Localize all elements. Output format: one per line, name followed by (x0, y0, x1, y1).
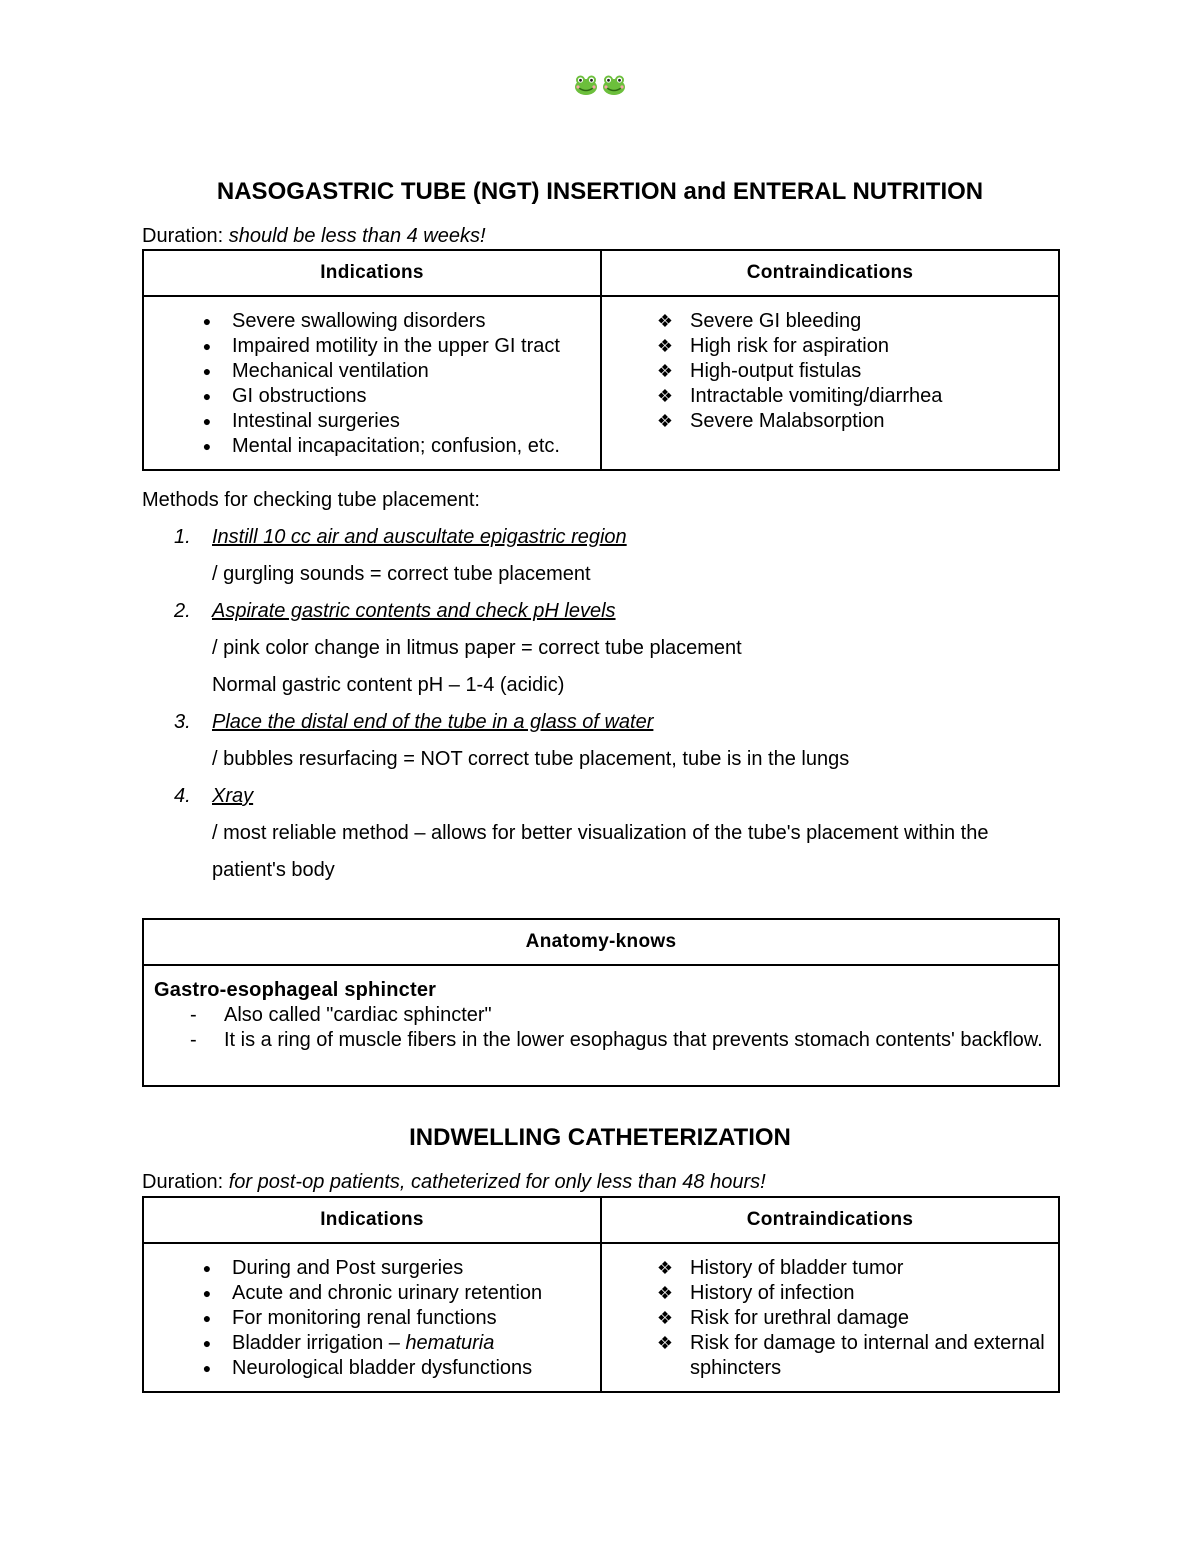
indications-list (154, 309, 590, 459)
duration-value: for post-op patients, catheterized for only less than 48 hours! (228, 1171, 766, 1193)
indications-list (154, 1256, 590, 1381)
bullet-icon: ● (202, 388, 212, 404)
list-item: ● Mechanical ventilation (192, 359, 590, 384)
method-detail: / bubbles resurfacing = NOT correct tube placement, tube is in the lungs (212, 748, 850, 770)
diamond-bullet-icon: ❖ (656, 411, 674, 431)
list-item: ❖ Severe Malabsorption (650, 409, 1048, 434)
list-item: ❖ Risk for damage to internal and external sphincters (650, 1331, 1048, 1381)
bullet-icon: ● (202, 1360, 212, 1376)
list-item: ❖ Risk for urethral damage (650, 1306, 1048, 1331)
dash-bullet-icon: - (190, 1004, 197, 1026)
anatomy-table (142, 918, 1060, 1087)
duration-value: should be less than 4 weeks! (228, 225, 486, 247)
anatomy-header: Anatomy-knows (143, 919, 1059, 965)
diamond-bullet-icon: ❖ (656, 361, 674, 381)
list-item: ● Bladder irrigation – hematuria (192, 1331, 590, 1356)
list-item: ● Impaired motility in the upper GI tract (192, 334, 590, 359)
contraindications-list (612, 309, 1048, 434)
anatomy-points (154, 1003, 1048, 1053)
ngt-table (142, 249, 1060, 471)
list-item: ❖ History of bladder tumor (650, 1256, 1048, 1281)
header-emoji (0, 66, 1200, 100)
indications-cell (143, 1243, 601, 1392)
method-detail: / pink color change in litmus paper = correct tube placement (212, 637, 742, 659)
diamond-bullet-icon: ❖ (656, 1283, 674, 1303)
indications-header: Indications (143, 1197, 601, 1243)
ngt-duration (142, 223, 486, 249)
bullet-icon: ● (202, 1335, 212, 1351)
contraindications-cell (601, 296, 1059, 470)
method-detail: / gurgling sounds = correct tube placement (212, 563, 591, 585)
frog-icon (573, 66, 599, 100)
bullet-icon: ● (202, 1310, 212, 1326)
list-item: ❖ Severe GI bleeding (650, 309, 1048, 334)
list-item: ❖ Intractable vomiting/diarrhea (650, 384, 1048, 409)
list-item: - Also called "cardiac sphincter" (190, 1004, 492, 1026)
ngt-table-wrap (142, 249, 1060, 471)
contraindications-list (612, 1256, 1048, 1381)
method-detail: patient's body (212, 859, 335, 881)
bullet-icon: ● (202, 438, 212, 454)
contraindications-cell (601, 1243, 1059, 1392)
list-item: ● For monitoring renal functions (192, 1306, 590, 1331)
list-item: ❖ History of infection (650, 1281, 1048, 1306)
method-title: 3. Place the distal end of the tube in a glass of water (174, 711, 654, 733)
bullet-icon: ● (202, 1260, 212, 1276)
contraindications-header: Contraindications (601, 1197, 1059, 1243)
bullet-icon: ● (202, 413, 212, 429)
list-item: ● Acute and chronic urinary retention (192, 1281, 590, 1306)
bullet-icon: ● (202, 338, 212, 354)
list-item: ● During and Post surgeries (192, 1256, 590, 1281)
diamond-bullet-icon: ❖ (656, 386, 674, 406)
catheter-title: INDWELLING CATHETERIZATION (409, 1124, 791, 1151)
methods-intro: Methods for checking tube placement: (142, 489, 480, 511)
list-item: ❖ High-output fistulas (650, 359, 1048, 384)
list-item: ● Intestinal surgeries (192, 409, 590, 434)
list-item: ● Neurological bladder dysfunctions (192, 1356, 590, 1381)
catheter-table-wrap (142, 1196, 1060, 1393)
duration-label: Duration: (142, 225, 229, 247)
diamond-bullet-icon: ❖ (656, 311, 674, 331)
method-title: 4. Xray (174, 785, 254, 807)
bullet-icon: ● (202, 363, 212, 379)
method-title: 1. Instill 10 cc air and auscultate epigastric region (174, 526, 627, 548)
anatomy-wrap (142, 918, 1060, 1087)
diamond-bullet-icon: ❖ (656, 1308, 674, 1328)
method-detail: Normal gastric content pH – 1-4 (acidic) (212, 674, 565, 696)
diamond-bullet-icon: ❖ (656, 1333, 674, 1353)
list-item: ❖ High risk for aspiration (650, 334, 1048, 359)
ngt-title: NASOGASTRIC TUBE (NGT) INSERTION and ENTERAL NUTRITION (216, 178, 984, 205)
list-item: ● Mental incapacitation; confusion, etc. (192, 434, 590, 459)
anatomy-subheading: Gastro-esophageal sphincter (154, 979, 437, 1001)
catheter-duration (142, 1169, 766, 1195)
diamond-bullet-icon: ❖ (656, 336, 674, 356)
methods-section (142, 482, 1082, 889)
indications-header: Indications (143, 250, 601, 296)
frog-icon (601, 66, 627, 100)
anatomy-cell (143, 965, 1059, 1086)
contraindications-header: Contraindications (601, 250, 1059, 296)
list-item: ● Severe swallowing disorders (192, 309, 590, 334)
method-detail: / most reliable method – allows for better visualization of the tube's placement within the (212, 822, 989, 844)
bullet-icon: ● (202, 1285, 212, 1301)
bullet-icon: ● (202, 313, 212, 329)
duration-label: Duration: (142, 1171, 229, 1193)
diamond-bullet-icon: ❖ (656, 1258, 674, 1278)
method-title: 2. Aspirate gastric contents and check pH levels (174, 600, 616, 622)
indications-cell (143, 296, 601, 470)
catheter-table (142, 1196, 1060, 1393)
dash-bullet-icon: - (190, 1029, 197, 1051)
list-item: - It is a ring of muscle fibers in the lower esophagus that prevents stomach contents' backflow. (190, 1029, 1043, 1051)
list-item: ● GI obstructions (192, 384, 590, 409)
